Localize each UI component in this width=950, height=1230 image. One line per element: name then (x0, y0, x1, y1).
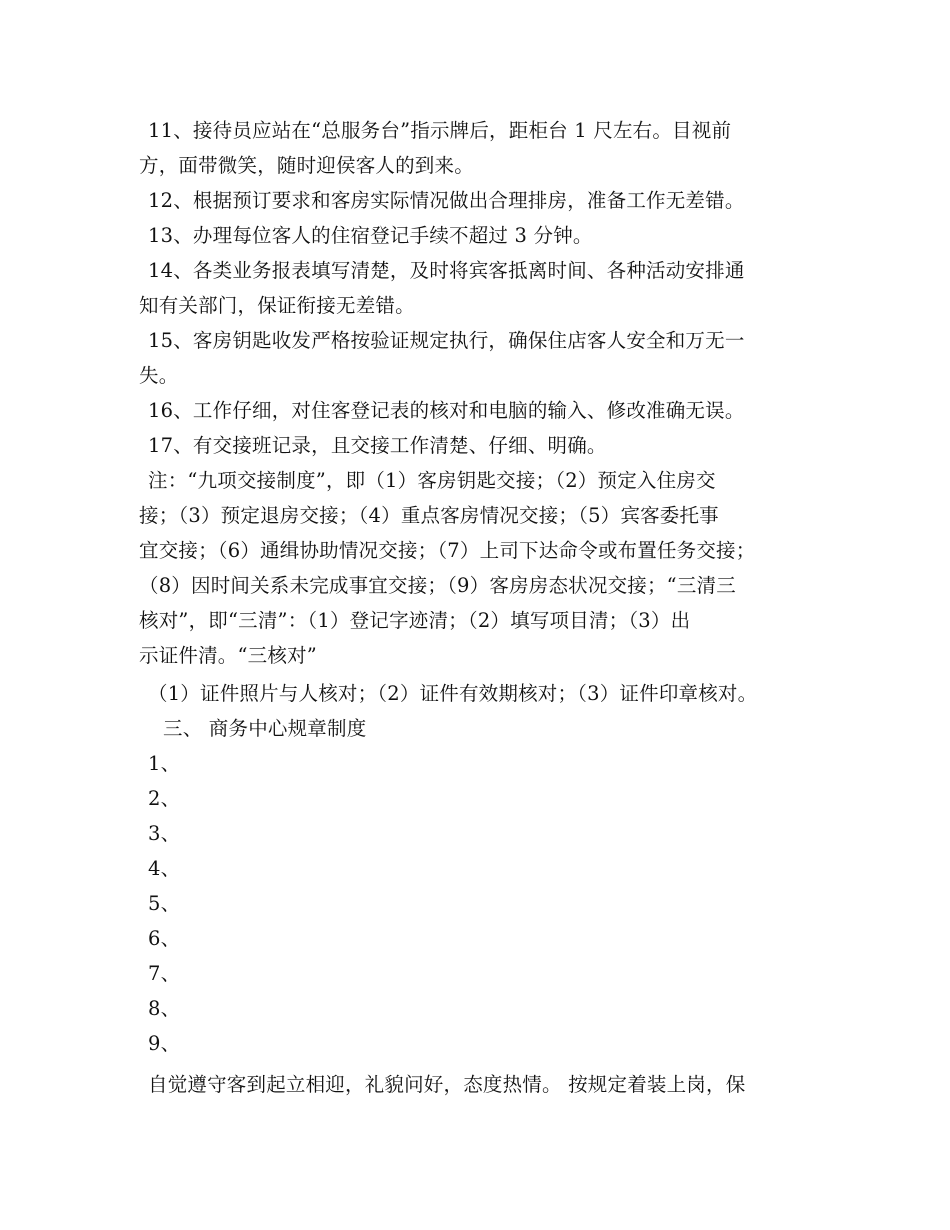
text-line-12: 接；（3）预定退房交接；（4）重点客房情况交接；（5）宾客委托事 (139, 504, 719, 527)
list-item-4: 4、 (148, 857, 181, 880)
list-item-1: 1、 (148, 752, 181, 775)
text-line-15: 核对”，即“三清”：（1）登记字迹清；（2）填写项目清；（3）出 (139, 609, 691, 632)
list-item-9: 9、 (148, 1032, 181, 1055)
list-item-8: 8、 (148, 997, 181, 1020)
text-line-2: 方，面带微笑，随时迎侯客人的到来。 (139, 154, 474, 177)
text-line-8: 失。 (139, 364, 179, 387)
text-line-3: 12、根据预订要求和客房实际情况做出合理排房，准备工作无差错。 (148, 189, 745, 212)
text-line-9: 16、工作仔细，对住客登记表的核对和电脑的输入、修改准确无误。 (148, 399, 745, 422)
text-line-10: 17、有交接班记录，且交接工作清楚、仔细、明确。 (148, 434, 607, 457)
text-line-6: 知有关部门，保证衔接无差错。 (139, 294, 415, 317)
text-line-7: 15、客房钥匙收发严格按验证规定执行，确保住店客人安全和万无一 (148, 329, 745, 352)
text-line-4: 13、办理每位客人的住宿登记手续不超过 3 分钟。 (148, 224, 593, 247)
text-line-final: 自觉遵守客到起立相迎，礼貌问好，态度热情。 按规定着装上岗，保 (148, 1073, 746, 1096)
section-heading: 三、 商务中心规章制度 (163, 717, 367, 740)
text-line-1: 11、接待员应站在“总服务台”指示牌后，距柜台 1 尺左右。目视前 (148, 119, 732, 142)
list-item-3: 3、 (148, 822, 181, 845)
list-item-7: 7、 (148, 962, 181, 985)
text-line-11: 注：“九项交接制度”，即（1）客房钥匙交接；（2）预定入住房交 (148, 469, 716, 492)
text-line-16: 示证件清。“三核对” (139, 644, 317, 667)
text-line-17: （1）证件照片与人核对；（2）证件有效期核对；（3）证件印章核对。 (148, 682, 758, 705)
list-item-5: 5、 (148, 892, 181, 915)
text-line-5: 14、各类业务报表填写清楚，及时将宾客抵离时间、各种活动安排通 (148, 259, 745, 282)
list-item-6: 6、 (148, 927, 181, 950)
text-line-13: 宜交接；（6）通缉协助情况交接；（7）上司下达命令或布置任务交接； (139, 539, 756, 562)
list-item-2: 2、 (148, 787, 181, 810)
text-line-14: （8）因时间关系未完成事宜交接；（9）客房房态状况交接；“三清三 (139, 574, 736, 597)
